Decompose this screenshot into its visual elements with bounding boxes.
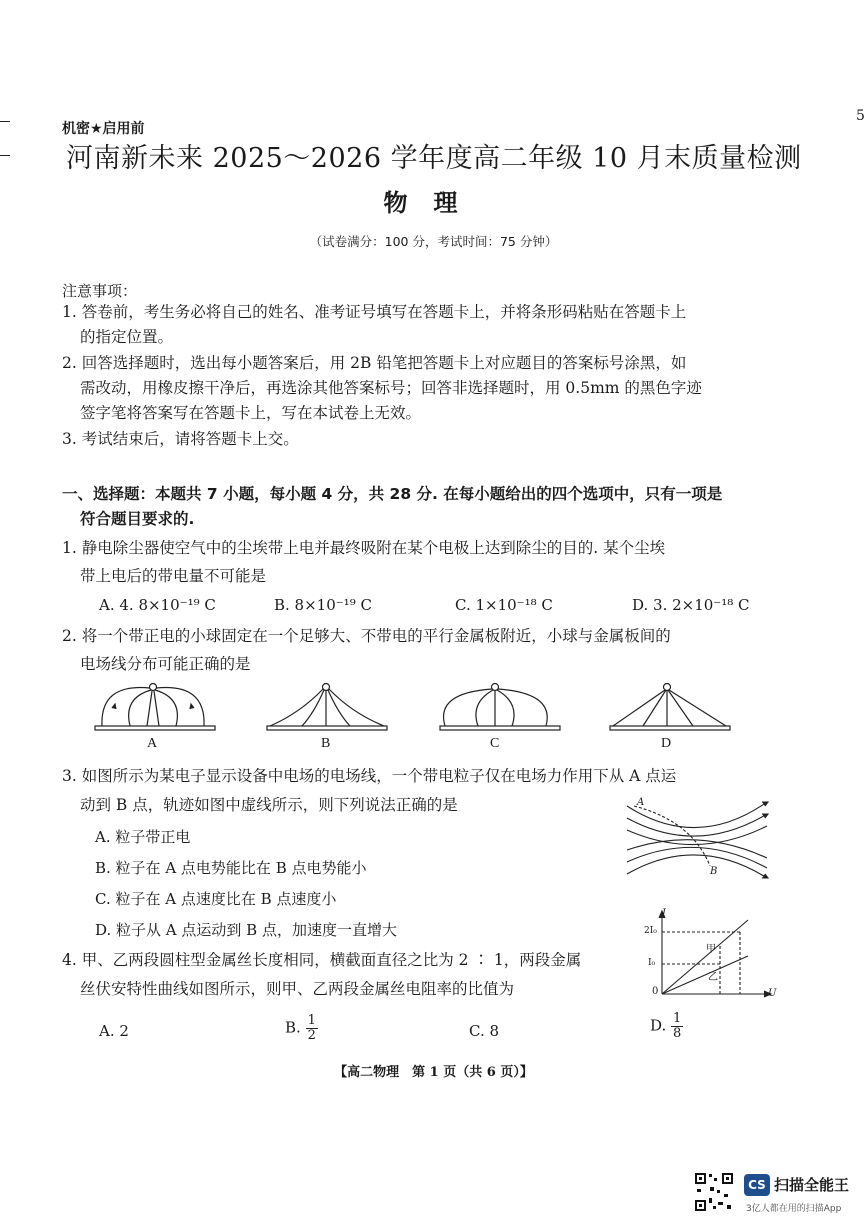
fraction-num: 1: [673, 1011, 682, 1026]
q4-x-axis-label: U: [768, 988, 777, 999]
q4-line-jia: 甲: [706, 944, 716, 955]
fraction-den: 8: [673, 1026, 682, 1041]
q3-option-d: D. 粒子从 A 点运动到 B 点，加速度一直增大: [95, 921, 397, 939]
secret-label: 机密★启用前: [62, 121, 145, 137]
notes-title: 注意事项：: [62, 282, 138, 300]
q1-option-c: C. 1×10⁻¹⁸ C: [455, 596, 553, 614]
note-line: 1. 答卷前，考生务必将自己的姓名、准考证号填写在答题卡上，并将条形码粘贴在答题卡上: [62, 303, 687, 321]
page-title: 河南新未来 2025～2026 学年度高二年级 10 月末质量检测: [66, 143, 802, 174]
note-line: 需改动，用橡皮擦干净后，再选涂其他答案标号；回答非选择题时，用 0.5mm 的黑色字迹: [80, 379, 702, 397]
q3-point-b: B: [710, 866, 718, 877]
q3-point-a: A: [637, 797, 645, 808]
section-heading: 一、选择题：本题共 7 小题，每小题 4 分，共 28 分. 在每小题给出的四个选项中，只有一项是: [62, 485, 723, 503]
q4-option-a: A. 2: [99, 1022, 129, 1040]
subject-title: 物理: [383, 188, 484, 217]
question-3: 3. 如图所示为某电子显示设备中电场的电场线，一个带电粒子仅在电场力作用下从 A 点运: [62, 767, 677, 785]
q4-tick-i0: I₀: [648, 958, 656, 968]
note-line: 3. 考试结束后，请将答题卡上交。: [62, 430, 299, 448]
q1-option-a: A. 4. 8×10⁻¹⁹ C: [99, 596, 216, 614]
q1-option-d: D. 3. 2×10⁻¹⁸ C: [632, 596, 750, 614]
fraction-den: 2: [307, 1028, 316, 1043]
q4-option-c: C. 8: [469, 1022, 500, 1040]
scanner-tagline: 3亿人都在用的扫描App: [746, 1204, 842, 1214]
q2-label-c: C: [490, 736, 500, 751]
section-heading: 符合题目要求的.: [80, 510, 195, 528]
q4-option-d-prefix: D.: [650, 1016, 667, 1035]
question-1-cont: 带上电后的带电量不可能是: [80, 567, 267, 585]
question-4-cont: 丝伏安特性曲线如图所示，则甲、乙两段金属丝电阻率的比值为: [80, 980, 515, 998]
question-3-cont: 动到 B 点，轨迹如图中虚线所示，则下列说法正确的是: [80, 796, 458, 814]
q3-option-c: C. 粒子在 A 点速度比在 B 点速度小: [95, 890, 337, 908]
q4-option-b: [285, 1014, 318, 1043]
diagram-b: [267, 684, 387, 731]
q2-label-a: A: [147, 736, 158, 751]
question-2-cont: 电场线分布可能正确的是: [80, 655, 251, 673]
q4-option-b-prefix: B.: [285, 1018, 301, 1037]
note-line: 2. 回答选择题时，选出每小题答案后，用 2B 铅笔把答题卡上对应题目的答案标号涂黑，如: [62, 354, 687, 372]
q4-line-yi: 乙: [708, 972, 718, 983]
q4-origin-label: 0: [652, 986, 659, 997]
q4-option-d-fraction: [671, 1012, 683, 1041]
qr-code-icon: [694, 1172, 734, 1212]
q4-option-d: [650, 1012, 683, 1041]
q2-label-d: D: [661, 736, 672, 751]
q2-field-diagrams: [90, 678, 770, 738]
binding-mark: [0, 155, 10, 156]
note-line: 的指定位置。: [80, 328, 174, 346]
page-footer: 【高二物理 第 1 页（共 6 页）】: [334, 1065, 533, 1080]
question-4: 4. 甲、乙两段圆柱型金属丝长度相同，横截面直径之比为 2 ∶ 1，两段金属: [62, 951, 582, 969]
note-line: 签字笔将答案写在答题卡上，写在本试卷上无效。: [80, 404, 422, 422]
scanner-app-name: 扫描全能王: [774, 1176, 850, 1194]
fraction-num: 1: [307, 1013, 316, 1028]
edge-mark: 5: [856, 108, 865, 124]
exam-info: （试卷满分：100 分，考试时间：75 分钟）: [309, 234, 558, 249]
q4-option-b-fraction: [306, 1014, 318, 1043]
q3-option-a: A. 粒子带正电: [95, 828, 191, 846]
binding-mark: [0, 121, 10, 122]
scanner-logo-icon: CS: [744, 1174, 770, 1196]
q3-option-b: B. 粒子在 A 点电势能比在 B 点电势能小: [95, 859, 367, 877]
q3-field-lines-figure: [622, 796, 772, 882]
q4-tick-2i0: 2I₀: [644, 926, 657, 936]
diagram-c: [440, 684, 560, 731]
question-1: 1. 静电除尘器使空气中的尘埃带上电并最终吸附在某个电极上达到除尘的目的. 某个尘埃: [62, 539, 666, 557]
q1-option-b: B. 8×10⁻¹⁹ C: [274, 596, 372, 614]
diagram-a: [95, 684, 215, 731]
diagram-d: [610, 684, 730, 731]
question-2: 2. 将一个带正电的小球固定在一个足够大、不带电的平行金属板附近，小球与金属板间的: [62, 627, 671, 645]
q2-label-b: B: [321, 736, 331, 751]
q4-y-axis-label: I: [662, 908, 666, 919]
